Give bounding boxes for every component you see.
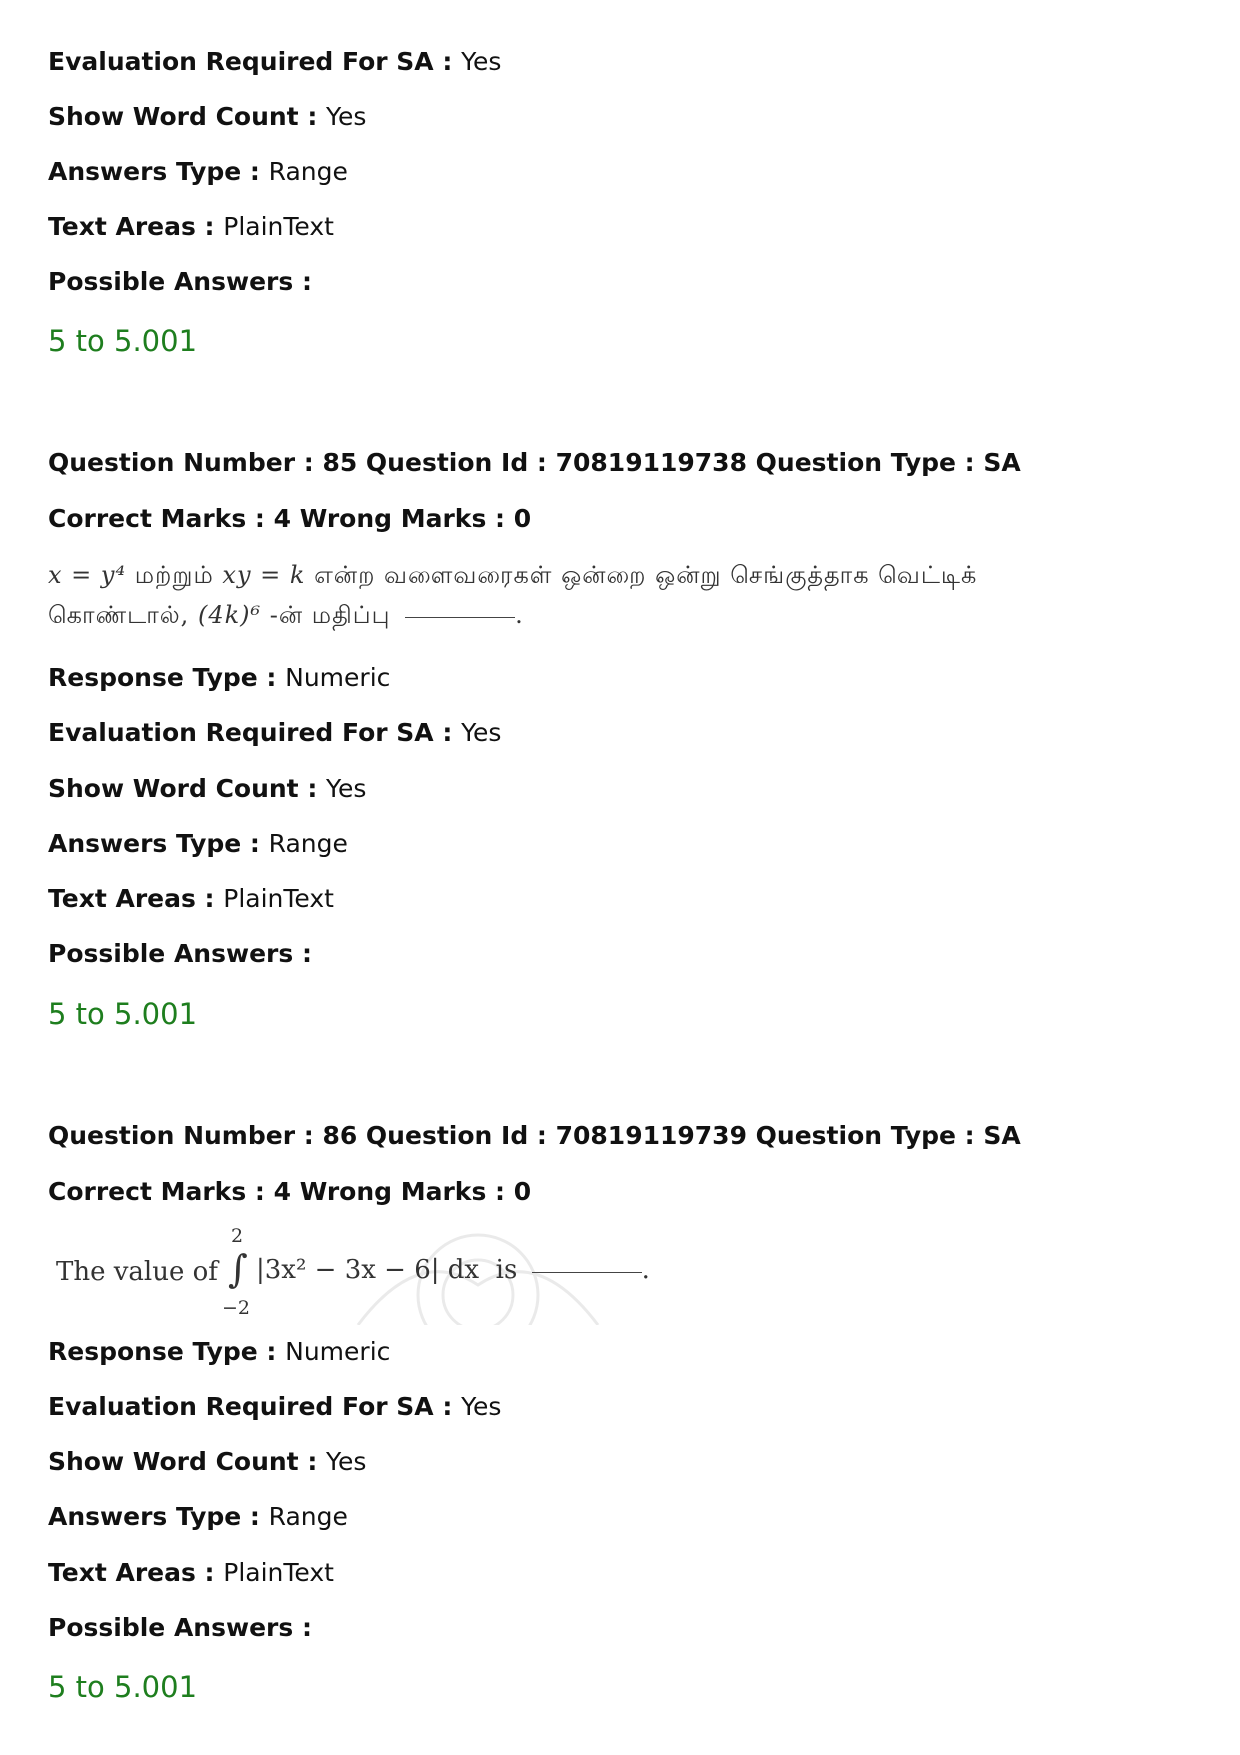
field-value: Yes <box>326 102 367 131</box>
field-label: Evaluation Required For SA : <box>48 47 462 76</box>
field-label: Show Word Count : <box>48 102 327 131</box>
question-text: என்ற வளைவரைகள் ஒன்றை ஒன்று செங்குத்தாக வெட்டிக் <box>314 561 978 589</box>
integral-expression <box>48 1225 668 1325</box>
question-marks: Correct Marks : 4 Wrong Marks : 0 <box>48 1177 532 1206</box>
question-text: The value of <box>56 1257 218 1287</box>
field-value: Yes <box>326 1447 367 1476</box>
upper-limit: 2 <box>231 1225 244 1247</box>
field-value: Range <box>268 1502 348 1531</box>
response-type-row <box>48 662 390 694</box>
possible-answers-row <box>48 1612 312 1644</box>
field-value: Range <box>268 829 348 858</box>
field-value: Numeric <box>285 663 391 692</box>
question-text: கொண்டால், <box>48 601 190 629</box>
question-text-image <box>48 1225 668 1325</box>
question-text: -ன் மதிப்பு <box>269 601 391 629</box>
field-label: Response Type : <box>48 663 286 692</box>
answers-type-row <box>48 1501 348 1533</box>
field-label: Text Areas : <box>48 212 224 241</box>
question-text-image <box>48 555 977 635</box>
field-label: Answers Type : <box>48 829 269 858</box>
equation: xy = k <box>222 561 306 589</box>
field-label: Response Type : <box>48 1337 286 1366</box>
question-marks: Correct Marks : 4 Wrong Marks : 0 <box>48 504 532 533</box>
possible-answers-row <box>48 938 312 970</box>
possible-answers-row <box>48 266 312 298</box>
possible-answer-value: 5 to 5.001 <box>48 997 198 1031</box>
question-line: கொண்டால், (4k)⁶ -ன் மதிப்பு . <box>48 601 524 629</box>
field-label: Evaluation Required For SA : <box>48 1392 462 1421</box>
field-label: Possible Answers : <box>48 939 312 968</box>
evaluation-required-row <box>48 717 501 749</box>
field-value: Yes <box>326 774 367 803</box>
field-label: Possible Answers : <box>48 267 312 296</box>
possible-answer-value: 5 to 5.001 <box>48 1670 198 1704</box>
field-label: Show Word Count : <box>48 774 327 803</box>
field-label: Evaluation Required For SA : <box>48 718 462 747</box>
field-label: Possible Answers : <box>48 1613 312 1642</box>
field-value: PlainText <box>223 212 334 241</box>
integrand: |3x² − 3x − 6| dx is . <box>256 1255 650 1285</box>
response-type-row <box>48 1336 390 1368</box>
answer-blank <box>405 615 515 618</box>
field-value: Numeric <box>285 1337 391 1366</box>
evaluation-required-row <box>48 1391 501 1423</box>
answers-type-row <box>48 828 348 860</box>
field-value: PlainText <box>223 884 334 913</box>
equation: (4k)⁶ <box>197 601 262 629</box>
field-label: Text Areas : <box>48 1558 224 1587</box>
evaluation-required-row <box>48 46 501 78</box>
answer-blank <box>532 1270 642 1273</box>
field-value: Yes <box>461 718 502 747</box>
field-label: Answers Type : <box>48 1502 269 1531</box>
integrand-text: |3x² − 3x − 6| dx <box>256 1255 480 1285</box>
field-label: Answers Type : <box>48 157 269 186</box>
text-areas-row <box>48 211 334 243</box>
text-areas-row <box>48 1557 334 1589</box>
field-value: Yes <box>461 47 502 76</box>
field-label: Text Areas : <box>48 884 224 913</box>
text-areas-row <box>48 883 334 915</box>
field-value: Range <box>268 157 348 186</box>
show-word-count-row <box>48 773 366 805</box>
show-word-count-row <box>48 1446 366 1478</box>
equation: x = y⁴ <box>48 561 127 589</box>
field-value: PlainText <box>223 1558 334 1587</box>
integral-sign: ∫ <box>228 1247 248 1291</box>
field-label: Show Word Count : <box>48 1447 327 1476</box>
show-word-count-row <box>48 101 366 133</box>
question-header: Question Number : 85 Question Id : 70819119738 Question Type : SA <box>48 448 1021 477</box>
lower-limit: −2 <box>222 1297 251 1319</box>
field-value: Yes <box>461 1392 502 1421</box>
question-text: மற்றும் <box>134 561 214 589</box>
question-line <box>48 555 977 595</box>
question-header: Question Number : 86 Question Id : 70819119739 Question Type : SA <box>48 1121 1021 1150</box>
possible-answer-value: 5 to 5.001 <box>48 324 198 358</box>
answers-type-row <box>48 156 348 188</box>
question-text: is <box>495 1255 518 1285</box>
